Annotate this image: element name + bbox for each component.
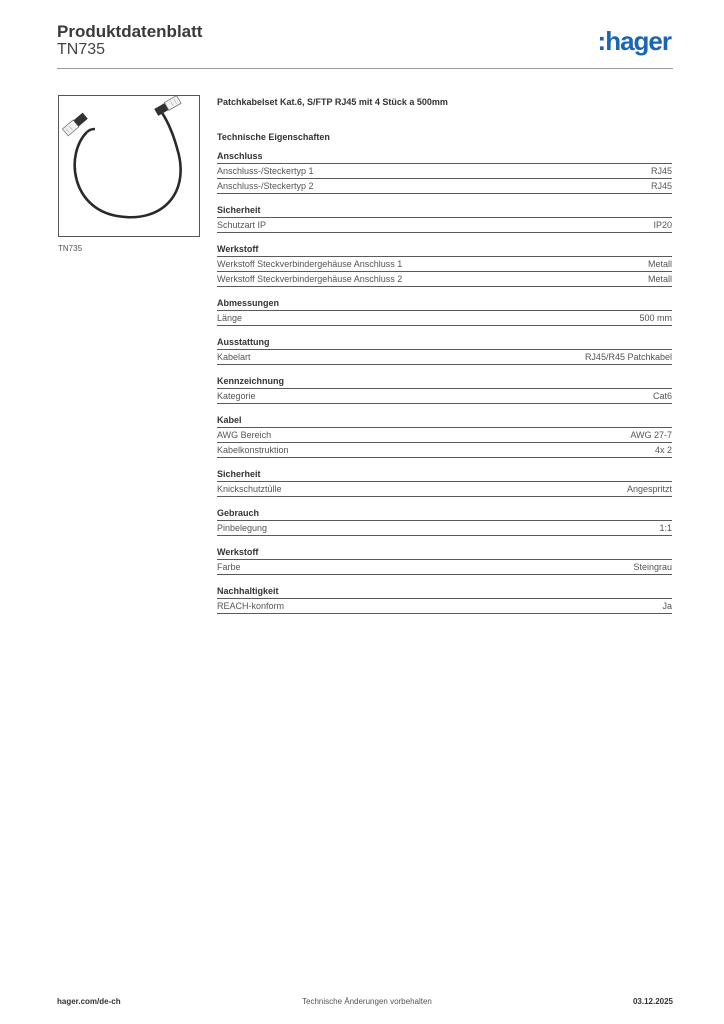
spec-label: REACH-konform (217, 601, 285, 611)
section-heading: Werkstoff (217, 546, 672, 560)
section-heading: Ausstattung (217, 336, 672, 350)
spec-label: Werkstoff Steckverbindergehäuse Anschluss 1 (217, 259, 403, 269)
spec-row (217, 179, 672, 194)
spec-label: Kategorie (217, 391, 256, 401)
spec-label: Pinbelegung (217, 523, 268, 533)
spec-section (217, 507, 672, 536)
spec-label: Kabelkonstruktion (217, 445, 289, 455)
spec-value: RJ45 (650, 181, 672, 191)
page-header (57, 20, 673, 69)
product-title: Patchkabelset Kat.6, S/FTP RJ45 mit 4 Stück a 500mm (217, 97, 448, 107)
product-number: TN735 (57, 41, 106, 58)
section-heading: Gebrauch (217, 507, 672, 521)
spec-section (217, 468, 672, 497)
section-heading: Sicherheit (217, 204, 672, 218)
spec-value: 1:1 (659, 523, 672, 533)
spec-label: Anschluss-/Steckertyp 1 (217, 166, 314, 176)
spec-section (217, 150, 672, 194)
footer-date: 03.12.2025 (632, 997, 673, 1006)
section-heading: Kennzeichnung (217, 375, 672, 389)
spec-label: Kabelart (217, 352, 251, 362)
spec-value: Steingrau (633, 562, 672, 572)
spec-section (217, 336, 672, 365)
spec-row (217, 257, 672, 272)
spec-section (217, 585, 672, 614)
section-heading: Kabel (217, 414, 672, 428)
spec-value: RJ45 (650, 166, 672, 176)
spec-label: Knickschutztülle (217, 484, 282, 494)
section-heading: Werkstoff (217, 243, 672, 257)
spec-row (217, 218, 672, 233)
spec-label: Länge (217, 313, 243, 323)
spec-row (217, 389, 672, 404)
spec-value: 4x 2 (654, 445, 672, 455)
spec-value: 500 mm (639, 313, 672, 323)
section-heading: Nachhaltigkeit (217, 585, 672, 599)
spec-row (217, 599, 672, 614)
spec-value: Metall (647, 259, 672, 269)
footer-disclaimer: Technische Änderungen vorbehalten (302, 997, 432, 1006)
spec-sections (217, 150, 672, 614)
spec-value: RJ45/R45 Patchkabel (584, 352, 672, 362)
spec-value: AWG 27-7 (630, 430, 672, 440)
spec-row (217, 443, 672, 458)
spec-row (217, 311, 672, 326)
spec-section (217, 546, 672, 575)
spec-value: Cat6 (652, 391, 672, 401)
spec-section (217, 297, 672, 326)
spec-row (217, 164, 672, 179)
spec-row (217, 521, 672, 536)
spec-section (217, 414, 672, 458)
spec-section (217, 375, 672, 404)
spec-section (217, 204, 672, 233)
spec-row (217, 272, 672, 287)
spec-content (217, 95, 672, 624)
spec-value: Angespritzt (626, 484, 672, 494)
hager-logo: :hager (597, 26, 671, 56)
spec-label: Schutzart IP (217, 220, 267, 230)
section-heading: Anschluss (217, 150, 672, 164)
document-title: Produktdatenblatt (57, 22, 203, 41)
spec-label: AWG Bereich (217, 430, 272, 440)
spec-row (217, 350, 672, 365)
spec-value: IP20 (653, 220, 672, 230)
spec-label: Farbe (217, 562, 241, 572)
patch-cable-icon (59, 96, 199, 236)
spec-value: Metall (647, 274, 672, 284)
spec-row (217, 428, 672, 443)
spec-label: Werkstoff Steckverbindergehäuse Anschluss 2 (217, 274, 403, 284)
spec-row (217, 560, 672, 575)
spec-section (217, 243, 672, 287)
section-heading: Sicherheit (217, 468, 672, 482)
footer-url[interactable]: hager.com/de-ch (57, 997, 121, 1006)
spec-row (217, 482, 672, 497)
product-image (58, 95, 200, 237)
section-heading: Abmessungen (217, 297, 672, 311)
image-caption: TN735 (58, 244, 83, 253)
spec-label: Anschluss-/Steckertyp 2 (217, 181, 314, 191)
spec-value: Ja (662, 601, 672, 611)
technical-properties-heading: Technische Eigenschaften (217, 132, 330, 142)
